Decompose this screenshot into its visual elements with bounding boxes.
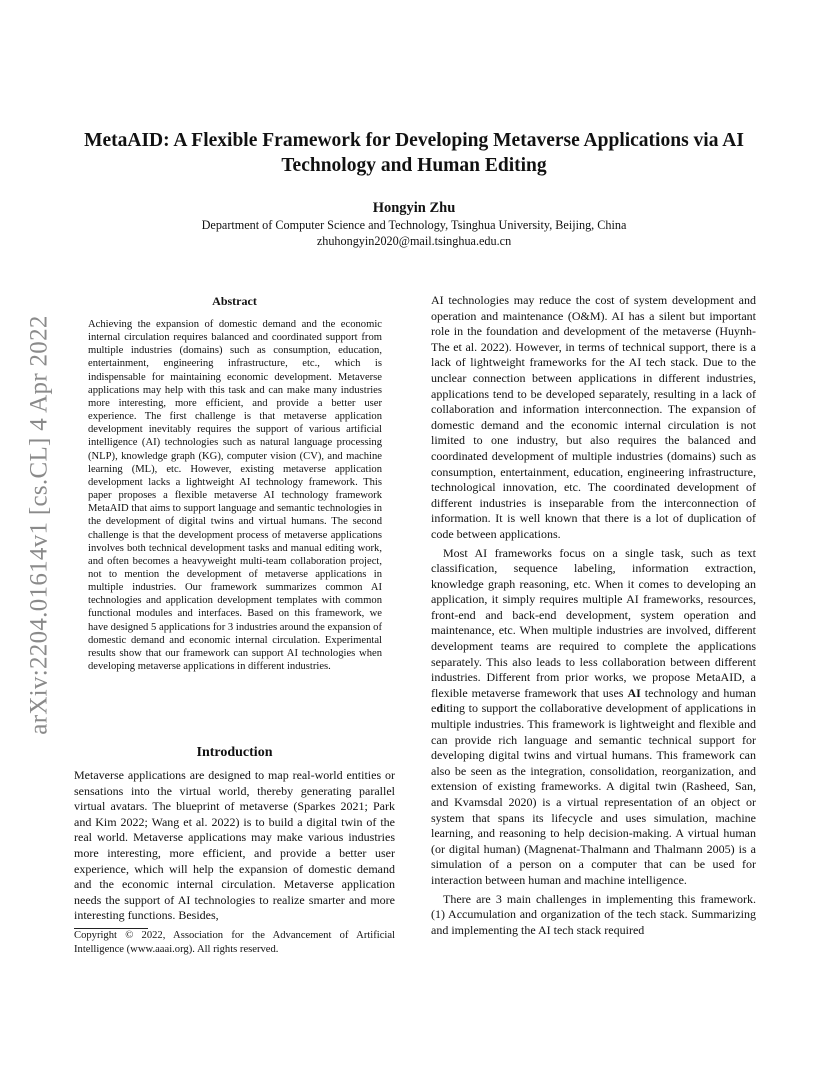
author-affiliation-block: [60, 218, 768, 249]
introduction-heading: Introduction: [196, 745, 273, 760]
arxiv-identifier-text: arXiv:2204.01614v1 [cs.CL] 4 Apr 2022: [26, 315, 54, 735]
copyright-footnote: Copyright © 2022, Association for the Advancement of Artificial Intelligence (www.aaai.org). All rights reserved.: [74, 930, 395, 955]
right-paragraph-1: AI technologies may reduce the cost of system development and operation and maintenance (O&M). AI has a silent but important role in the foundation and development of the metaverse (Huynh-The et al. 2022). However, in terms of technical support, there is a lack of lightweight frameworks for the AI tech stack. Due to the unclear connection between applications in different industries, applications tend to be developed separately, resulting in a lack of collaboration and information interconnection. The expansion of domestic demand and the economic internal circulation is not limited to one industry, but also requires the balanced and coordinated development of multiple industries (domains) such as consumption, entertainment, education, engineering infrastructure, technological innovation, etc. The coordinated development of different industries is inseparable from the interconnection of information. It is well known that there is a lot of duplication of code between applications.: [431, 293, 756, 541]
right-paragraph-3: There are 3 main challenges in implementing this framework. (1) Accumulation and organization of the tech stack. Summarizing and implementing the AI tech stack required: [431, 891, 756, 937]
abstract-text: Achieving the expansion of domestic demand and the economic internal circulation requires balanced and coordinated support from multiple industries (domains) such as consumption, education, entertainment, engineering infrastructure, etc., which is indispensable for maintaining economic development. Metaverse applications may help with this task and can make many industries more interesting, more efficient, and provide a better user experience. The first challenge is that metaverse application development inevitably requires the support of various artificial intelligence (AI) technologies such as natural language processing (NLP), knowledge graph (KG), computer vision (CV), and machine learning (ML), etc. However, existing metaverse application development lacks a lightweight AI technology framework. This paper proposes a flexible metaverse AI technology framework MetaAID that aims to support language and semantic technologies in the development of digital twins and virtual humans. The second challenge is that the development process of metaverse applications involves both technical development tasks and manual editing work, and often becomes a heavyweight multi-team collaboration project, not to mention the development of metaverse applications in multiple industries. Our framework summarizes common AI technologies and application development templates with common functional modules and interfaces. Based on this framework, we have designed 5 applications for 3 industries around the expansion of domestic demand and economic internal circulation. Experimental results show that our framework can support AI technologies when developing metaverse applications in different industries.: [88, 319, 382, 673]
emphasis-ai: AI: [627, 685, 641, 700]
emphasis-d: d: [436, 701, 444, 716]
affiliation: Department of Computer Science and Technology, Tsinghua University, Beijing, China: [201, 218, 627, 232]
paragraph-2-text-a: Most AI frameworks focus on a single task, such as text classification, sequence labeling, information extraction, knowledge graph reasoning, etc. When it comes to developing an application, it simply requires multiple AI frameworks, resources, front-end and back-end development, system operation and maintenance, etc. When multiple industries are involved, different development teams are required to complete the applications separately. This also leads to less collaboration between different industries. Different from prior works, we propose MetaAID, a flexible metaverse framework that uses: [431, 545, 756, 700]
paragraph-2-text-c: iting to support the collaborative development of applications in multiple industries. This framework is lightweight and flexible and can provide rich language and semantic technical support for developing digital twins and virtual humans. This framework can also be seen as the integration, consolidation, reorganization, and extension of existing frameworks. A digital twin (Rasheed, San, and Kvamsdal 2020) is a virtual representation of an object or system that spans its lifecycle and uses simulation, machine learning, and reasoning to help decision-making. A virtual human (or digital human) (Magnenat-Thalmann and Thalmann 2005) is a simulation of a person on a computer that can be used for interaction between human and machine intelligence.: [431, 701, 756, 887]
author-name: Hongyin Zhu: [372, 200, 456, 216]
introduction-text: Metaverse applications are designed to map real-world entities or sensations into the virtual world, thereby generating parallel virtual avatars. The blueprint of metaverse (Sparkes 2021; Park and Kim 2022; Wang et al. 2022) is to build a digital twin of the real world. Metaverse applications may make various industries more interesting, more efficient, and provide a better user experience, which will help the expansion of domestic demand and the economic internal circulation. Metaverse application needs the support of AI technologies to realize smarter and more interesting functions. Besides,: [74, 768, 395, 923]
paragraph-2-text-b: technology and human e: [431, 685, 756, 716]
right-column: [431, 293, 756, 938]
abstract-heading: Abstract: [212, 294, 257, 308]
author-email: zhuhongyin2020@mail.tsinghua.edu.cn: [316, 233, 512, 248]
right-paragraph-2: [431, 546, 756, 889]
arxiv-identifier-stamp: [20, 295, 60, 755]
paper-title: MetaAID: A Flexible Framework for Developing Metaverse Applications via AI Technology and Human Editing: [84, 130, 744, 176]
